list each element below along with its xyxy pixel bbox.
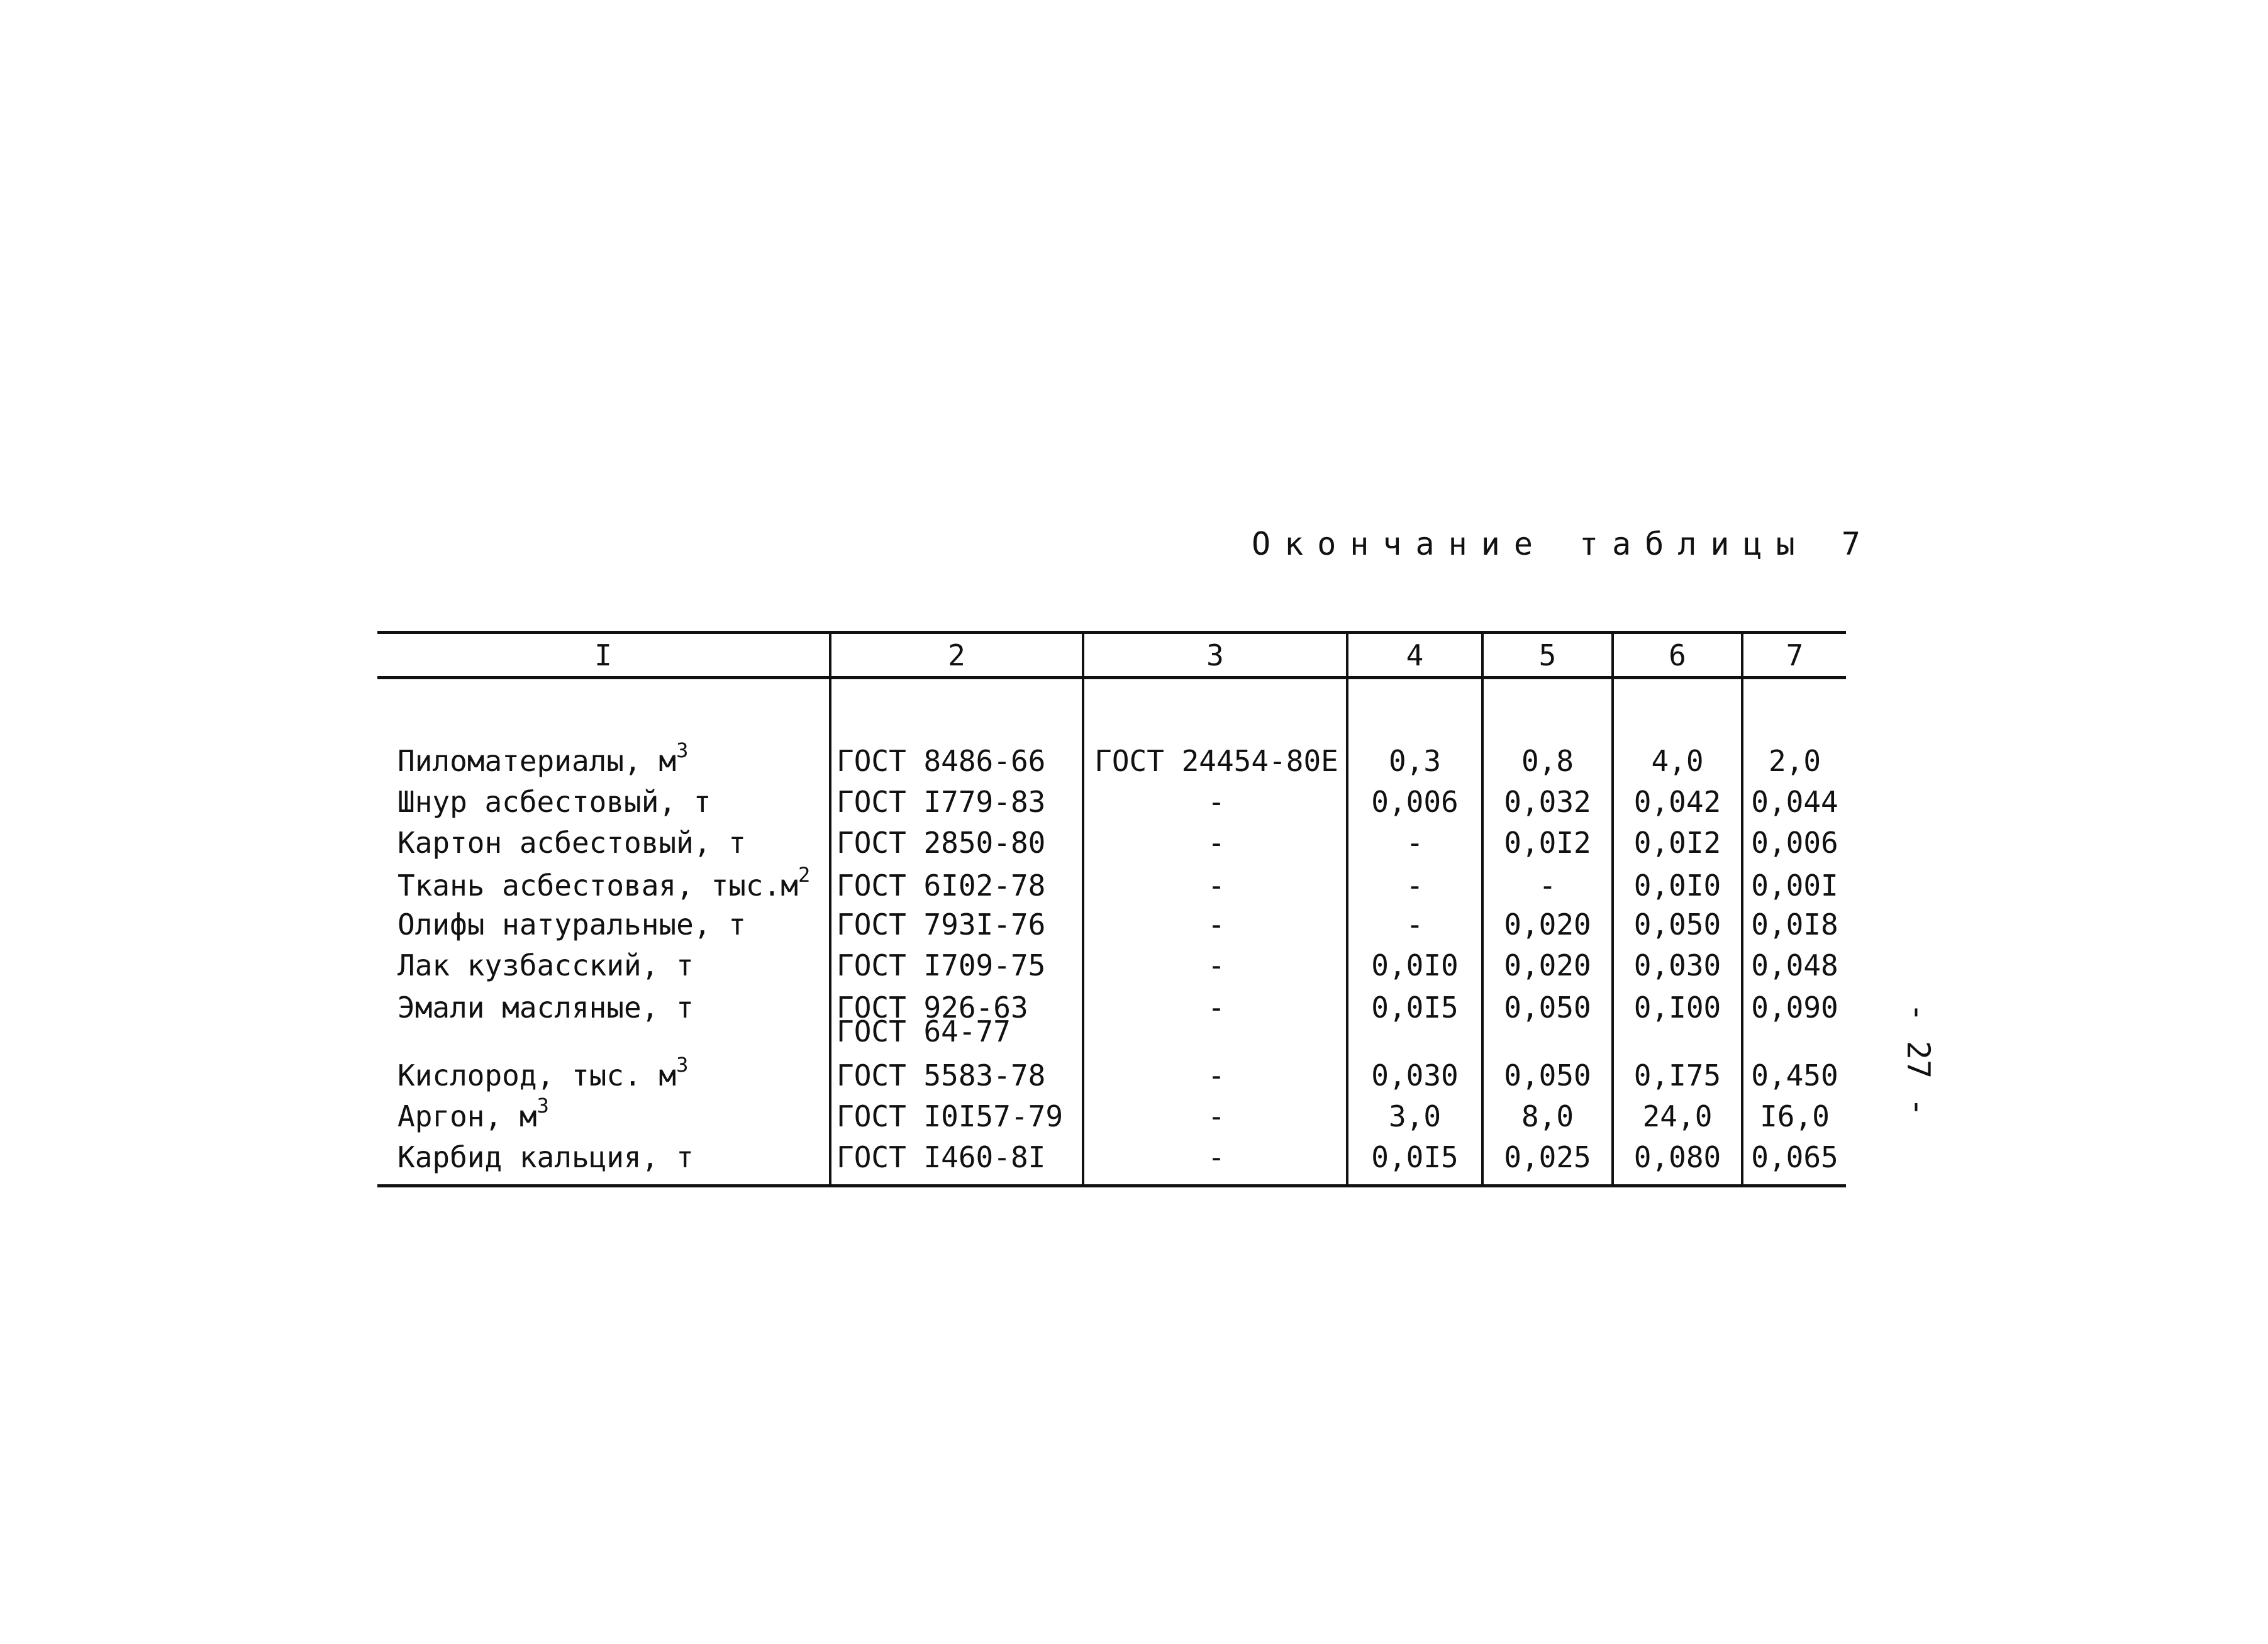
value-cell-c4: 0,0I0: [1371, 948, 1459, 982]
material-name-text: Пиломатериалы, м: [397, 744, 677, 778]
unit-exponent: 2: [798, 863, 811, 887]
page-number: - 27 -: [1900, 1003, 1937, 1117]
value-cell-c6: 0,030: [1633, 948, 1721, 982]
material-name-text: Карбид кальция, т: [397, 1140, 694, 1174]
value-cell-c4: 3,0: [1388, 1099, 1442, 1133]
material-name: [397, 1053, 689, 1092]
table-top-rule: [377, 631, 1846, 634]
material-name: [397, 1094, 549, 1133]
value-cell-c3: -: [1208, 785, 1225, 819]
standard-reference: ГОСТ 926-63: [837, 991, 1028, 1025]
value-cell-c3: -: [1208, 991, 1225, 1025]
material-name-text: Ткань асбестовая, тыс.м: [397, 869, 798, 903]
column-header: 7: [1786, 638, 1804, 672]
column-divider: [1741, 632, 1743, 1186]
unit-exponent: 3: [536, 1094, 549, 1118]
material-name: [397, 908, 746, 941]
value-cell-c6: 0,080: [1633, 1140, 1721, 1174]
value-cell-c7: 0,090: [1751, 991, 1838, 1025]
value-cell-c5: 0,025: [1504, 1140, 1591, 1174]
unit-exponent: 3: [676, 738, 689, 762]
value-cell-c5: 0,032: [1504, 785, 1591, 819]
material-name-text: Картон асбестовый, т: [397, 826, 746, 860]
value-cell-c5: 0,0I2: [1504, 826, 1591, 860]
column-divider: [1481, 632, 1484, 1186]
material-name-text: Кислород, тыс. м: [397, 1058, 677, 1092]
value-cell-c3: -: [1208, 1140, 1225, 1174]
material-name: [397, 738, 689, 778]
value-cell-c4: 0,006: [1371, 785, 1459, 819]
column-header: 2: [948, 638, 965, 672]
value-cell-c3: -: [1208, 1099, 1225, 1133]
value-cell-c5: -: [1538, 869, 1557, 903]
value-cell-c7: 0,0I8: [1751, 908, 1838, 941]
value-cell-c6: 0,I75: [1633, 1058, 1721, 1092]
value-cell-c5: 0,050: [1504, 991, 1591, 1025]
standard-reference: ГОСТ 793I-76: [837, 908, 1046, 941]
value-cell-c7: 0,044: [1751, 785, 1838, 819]
column-header: 6: [1669, 638, 1686, 672]
value-cell-c3: -: [1208, 826, 1225, 860]
column-divider: [829, 632, 831, 1186]
material-name: [397, 826, 746, 860]
material-name: [397, 991, 694, 1025]
material-name-text: Олифы натуральные, т: [397, 908, 746, 941]
value-cell-c4: 0,0I5: [1371, 991, 1459, 1025]
column-header: 4: [1406, 638, 1424, 672]
table-bottom-rule: [377, 1184, 1846, 1187]
value-cell-c6: 0,0I2: [1633, 826, 1721, 860]
value-cell-c6: 0,042: [1633, 785, 1721, 819]
column-header: I: [594, 638, 612, 672]
value-cell-c4: 0,3: [1388, 744, 1442, 778]
value-cell-c6: 24,0: [1642, 1099, 1713, 1133]
value-cell-c5: 0,050: [1504, 1058, 1591, 1092]
value-cell-c4: 0,030: [1371, 1058, 1459, 1092]
standard-reference: ГОСТ I709-75: [837, 948, 1046, 982]
standard-reference: ГОСТ I460-8I: [837, 1140, 1046, 1174]
value-cell-c5: 0,020: [1504, 908, 1591, 941]
value-cell-c7: I6,0: [1760, 1099, 1830, 1133]
value-cell-c5: 0,020: [1504, 948, 1591, 982]
column-header: 5: [1538, 638, 1557, 672]
value-cell-c4: -: [1406, 826, 1424, 860]
standard-reference: ГОСТ 8486-66: [837, 744, 1046, 778]
material-name-text: Аргон, м: [397, 1099, 537, 1133]
value-cell-c6: 4,0: [1651, 744, 1704, 778]
column-divider: [1082, 632, 1084, 1186]
material-name: [397, 863, 811, 903]
value-cell-c7: 0,450: [1751, 1058, 1838, 1092]
value-cell-c6: 0,0I0: [1633, 869, 1721, 903]
unit-exponent: 3: [676, 1053, 689, 1077]
material-name-text: Лак кузбасский, т: [397, 948, 694, 982]
material-name-text: Шнур асбестовый, т: [397, 785, 711, 819]
value-cell-c4: -: [1406, 908, 1424, 941]
value-cell-c5: 8,0: [1521, 1099, 1574, 1133]
standard-reference: ГОСТ 5583-78: [837, 1058, 1046, 1092]
value-cell-c7: 0,065: [1751, 1140, 1838, 1174]
value-cell-c7: 2,0: [1768, 744, 1821, 778]
value-cell-c3: -: [1208, 1058, 1225, 1092]
value-cell-c5: 0,8: [1521, 744, 1574, 778]
value-cell-c6: 0,I00: [1633, 991, 1721, 1025]
value-cell-c4: 0,0I5: [1371, 1140, 1459, 1174]
standard-reference-secondary: ГОСТ 64-77: [837, 1014, 1011, 1048]
value-cell-c7: 0,00I: [1751, 869, 1838, 903]
standard-reference: ГОСТ I0I57-79: [837, 1099, 1064, 1133]
material-name: [397, 948, 694, 982]
standard-reference: ГОСТ 6I02-78: [837, 869, 1046, 903]
material-name-text: Эмали масляные, т: [397, 991, 694, 1025]
value-cell-c4: -: [1406, 869, 1424, 903]
value-cell-c3: -: [1208, 948, 1225, 982]
material-name: [397, 1140, 694, 1174]
value-cell-c3: -: [1208, 908, 1225, 941]
standard-reference: ГОСТ 2850-80: [837, 826, 1046, 860]
column-divider: [1346, 632, 1348, 1186]
value-cell-c3: ГОСТ 24454-80Е: [1094, 744, 1338, 778]
material-name: [397, 785, 711, 819]
header-bottom-rule: [377, 676, 1846, 679]
value-cell-c7: 0,006: [1751, 826, 1838, 860]
column-header: 3: [1206, 638, 1224, 672]
table-caption: Окончание таблицы 7: [1252, 526, 1874, 562]
value-cell-c3: -: [1208, 869, 1225, 903]
value-cell-c6: 0,050: [1633, 908, 1721, 941]
column-divider: [1611, 632, 1614, 1186]
standard-reference: ГОСТ I779-83: [837, 785, 1046, 819]
value-cell-c7: 0,048: [1751, 948, 1838, 982]
